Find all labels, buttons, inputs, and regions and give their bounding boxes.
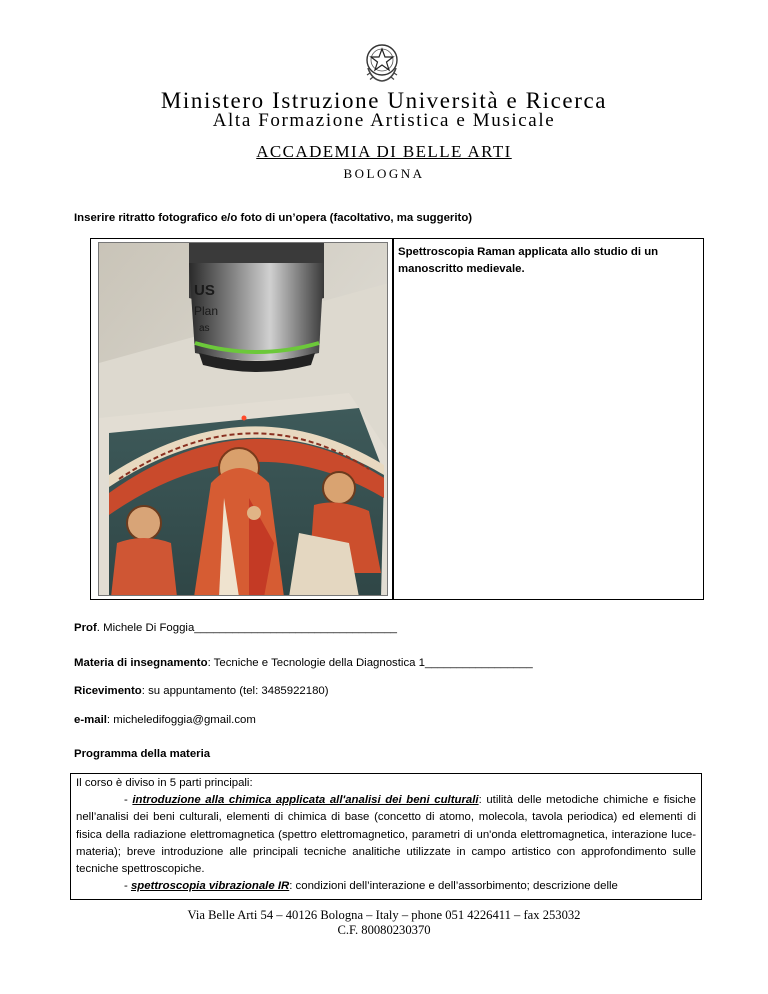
microscope-manuscript-photo [98, 242, 388, 596]
professor-field [74, 621, 397, 635]
photo-caption: Spettroscopia Raman applicata allo studio di un manoscritto medievale. [398, 246, 659, 275]
academy-title: ACCADEMIA DI BELLE ARTI [256, 142, 512, 161]
svg-text:as: as [199, 323, 210, 334]
professor-label: Prof [74, 622, 97, 634]
office-hours-value: : su appuntamento (tel: 3485922180) [141, 685, 329, 697]
subject-value: : Tecniche e Tecnologie della Diagnostica 1_________________ [207, 657, 533, 669]
program-item-1-title: introduzione alla chimica applicata all'analisi dei beni culturali [132, 794, 479, 807]
svg-text:Plan: Plan [194, 304, 219, 318]
program-heading: Programma della materia [74, 748, 211, 760]
email-field [74, 713, 256, 727]
program-item-2-text: : condizioni dell’interazione e dell’assorbimento; descrizione delle [289, 880, 618, 893]
email-label: e-mail [74, 714, 107, 726]
footer-address: Via Belle Arti 54 – 40126 Bologna – Italy – phone 051 4226411 – fax 253032 [187, 908, 581, 922]
program-item-2 [76, 878, 696, 895]
footer-tax-code: C.F. 80080230370 [337, 923, 431, 937]
office-hours-label: Ricevimento [74, 685, 142, 697]
program-item-1 [76, 792, 696, 878]
program-item-2-title: spettroscopia vibrazionale IR [130, 880, 290, 893]
office-hours-field [74, 684, 329, 698]
email-value: : micheledifoggia@gmail.com [106, 714, 256, 726]
italian-republic-emblem-icon [362, 40, 402, 84]
photo-table-divider [392, 238, 394, 600]
program-item-2-prefix: - [124, 880, 131, 893]
afam-subtitle: Alta Formazione Artistica e Musicale [212, 110, 556, 131]
program-item-1-prefix: - [124, 794, 133, 807]
city-name: BOLOGNA [343, 166, 425, 181]
photo-instruction: Inserire ritratto fotografico e/o foto di un’opera (facoltativo, ma suggerito) [74, 212, 473, 224]
ministry-title: Ministero Istruzione Università e Ricerca [160, 88, 608, 113]
subject-label: Materia di insegnamento [74, 657, 208, 669]
subject-field [74, 656, 533, 670]
program-item-1-text: : utilità delle metodiche chimiche e fisiche nell’analisi dei beni culturali, elementi di chimica di base (concetto di atomo, molecola, tavola periodica) ed elementi di fisica della radiazione elettromagnetica (spettro elettromagnetico, parametri di un'onda elettromagnetica, interazione luce-materia); breve introduzione alle principali tecniche analitiche utilizzate in campo artistico con approfondimento sulle tecniche spettroscopiche. [76, 794, 696, 876]
program-box [70, 773, 702, 900]
professor-value: . Michele Di Foggia________________________________ [96, 622, 398, 634]
program-intro: Il corso è diviso in 5 parti principali: [76, 777, 253, 789]
svg-text:US: US [194, 282, 215, 299]
